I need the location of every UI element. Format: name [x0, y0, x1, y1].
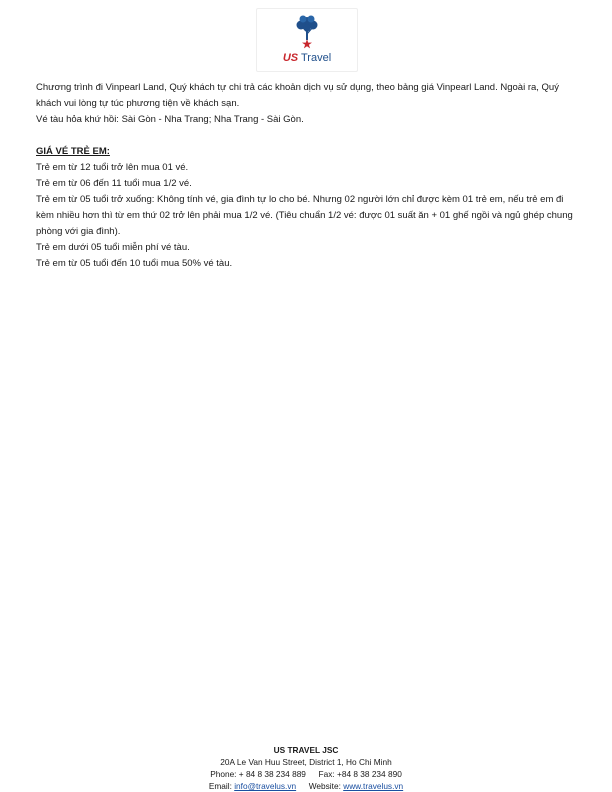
children-price-item: Trẻ em dưới 05 tuổi miễn phí vé tàu. [36, 242, 190, 253]
footer-website-link[interactable]: www.travelus.vn [343, 781, 404, 791]
children-price-item: Trẻ em từ 05 tuổi trở xuống: Không tính vé, gia đình tự lo cho bé. Nhưng 02 người lớn chỉ được kèm 01 trẻ em, nếu trẻ em đi kèm nhiều hơn thì từ em thứ 02 trở lên phải mua 1/2 vé. (Tiêu chuẩn 1/2 vé: được 01 suất ăn + 01 ghế ngồi và ngủ ghép chung phòng với gia đình). [36, 194, 573, 237]
intro-train-ticket-line: Vé tàu hỏa khứ hồi: Sài Gòn - Nha Trang; Nha Trang - Sài Gòn. [36, 114, 304, 125]
children-price-item: Trẻ em từ 05 tuổi đến 10 tuổi mua 50% vé tàu. [36, 258, 233, 269]
document-body [36, 80, 582, 272]
logo-wordmark [257, 52, 357, 65]
children-price-heading: GIÁ VÉ TRẺ EM: [36, 146, 110, 157]
footer-address: 20A Le Van Huu Street, District 1, Ho Chi Minh [220, 757, 392, 767]
paragraph-gap [36, 128, 582, 144]
tree-logo-icon [295, 14, 319, 52]
footer-phone: Phone: + 84 8 38 234 889 [210, 769, 306, 779]
footer-contact-line [0, 780, 612, 792]
footer-company-name: US TRAVEL JSC [273, 745, 339, 755]
footer-email-link[interactable]: info@travelus.vn [234, 781, 297, 791]
footer-fax: Fax: +84 8 38 234 890 [318, 769, 402, 779]
footer-email-label: Email: [208, 781, 232, 791]
company-logo [256, 8, 358, 72]
logo-travel-text: Travel [300, 52, 332, 64]
footer-phone-fax-line [0, 768, 612, 780]
children-price-item: Trẻ em từ 12 tuổi trở lên mua 01 vé. [36, 162, 189, 173]
intro-vinpearl-paragraph: Chương trình đi Vinpearl Land, Quý khách tự chi trả các khoản dịch vụ sử dụng, theo bảng giá Vinpearl Land. Ngoài ra, Quý khách vui lòng tự túc phương tiện về khách sạn. [36, 82, 559, 109]
page-footer [0, 744, 612, 792]
children-price-item: Trẻ em từ 06 đến 11 tuổi mua 1/2 vé. [36, 178, 192, 189]
footer-website-label: Website: [308, 781, 341, 791]
logo-us-text: US [282, 52, 299, 64]
